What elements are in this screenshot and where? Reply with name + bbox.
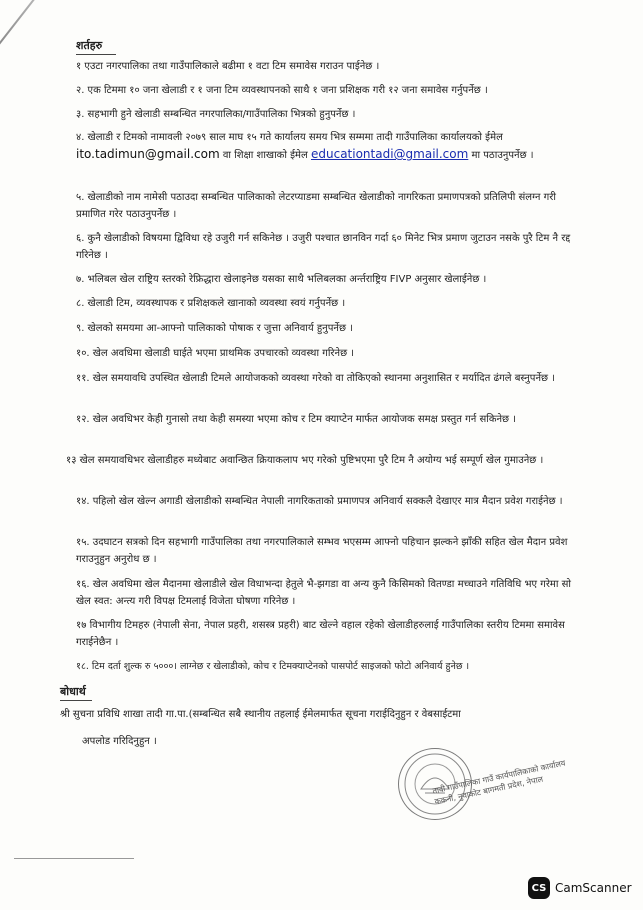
cc-note: श्री सुचना प्रविधि शाखा तादी गा.पा.(सम्बन्धित सबै स्थानीय तहलाई ईमेलमार्फत सूचना गराईदिनुहुन र वेबसाईटमा [60,709,461,720]
condition-item: १२. खेल अवधिभर केही गुनासो तथा केही समस्या भएमा कोच र टिम क्याप्टेन मार्फत आयोजक समक्ष प्रस्तुत गर्न सकिनेछ । [76,414,517,425]
education-email-link[interactable]: educationtadi@gmail.com [310,147,469,161]
cc-heading: बोधार्थ [60,685,86,698]
stamp-text: तादी गाउँपालिका गाउँ कार्यपालिकाको कार्यालय ककनी, नुवाकोट बागमती प्रदेश, नेपाल [431,758,567,807]
condition-item-email [76,129,586,164]
condition-item: ९. खेलको समयमा आ-आफ्नो पालिकाको पोषाक र जुत्ता अनिवार्य हुनुपर्नेछ । [76,323,353,334]
camscanner-label: CamScanner [555,881,632,895]
condition-item: १७ विभागीय टिमहरु (नेपाली सेना, नेपाल प्रहरी, शसस्त्र प्रहरी) बाट खेल्ने वहाल रहेको खेलाडीहरुलाई गाउँपालिका स्तरीय टिममा समावेस गराईनेछैन । [76,620,565,648]
cc-note-cont: अपलोड गरिदिनुहुन । [82,736,157,747]
condition-item: १८. टिम दर्ता शुल्क रु ५०००। लाग्नेछ र खेलाडीको, कोच र टिमक्याप्टेनको पासपोर्ट साइजको फोटो अनिवार्य हुनेछ । [76,661,470,672]
condition-item: १३ खेल समयावधिभर खेलाडीहरु मध्येबाट अवान्छित क्रियाकलाप भए गरेको पुष्टिभएमा पुरै टिम नै अयोग्य भई सम्पूर्ण खेल गुमाउनेछ । [66,455,544,466]
condition-item: ६. कुनै खेलाडीको विषयमा द्विविधा रहे उजुरी गर्न सकिनेछ । उजुरी पश्चात छानविन गर्दा ६० मिनेट भित्र प्रमाण जुटाउन नसके पुरै टिम नै रद्द गरिनेछ । [76,233,571,261]
item-text: वा शिक्षा शाखाको ईमेल [222,150,308,161]
item-text: मा पठाउनुपर्नेछ । [471,150,534,161]
condition-item: ५. खेलाडीको नाम नामेसी पठाउदा सम्बन्धित पालिकाको लेटरप्याडमा सम्बन्धित खेलाडीको नागरिकता प्रमाणपत्रको प्रतिलिपी संलग्न गरी प्रमाणित गरेर पठाउनुपर्नेछ । [76,192,556,220]
condition-item: ८. खेलाडी टिम, व्यवस्थापक र प्रशिक्षकले खानाको व्यवस्था स्वयं गर्नुपर्नेछ । [76,298,346,309]
bottom-rule [14,858,134,859]
condition-item: १ एउटा नगरपालिका तथा गाउँपालिकाले बढीमा १ वटा टिम समावेस गराउन पाईनेछ । [76,61,380,72]
condition-item: १४. पहिलो खेल खेल्न अगाडी खेलाडीको सम्बन्धित नेपाली नागरिकताको प्रमाणपत्र अनिवार्य सक्कलै देखाएर मात्र मैदान प्रवेश गराईनेछ । [76,496,563,507]
condition-item: १५. उदघाटन सत्रको दिन सहभागी गाउँपालिका तथा नगरपालिकाले सम्भव भएसम्म आफ्नो पहिचान झल्कने झाँकी सहित खेल मैदान प्रवेश गराउनुहुन अनुरोध छ । [76,537,568,565]
condition-item: ३. सहभागी हुने खेलाडी सम्बन्धित नगरपालिका/गाउँपालिका भित्रको हुनुपर्नेछ । [76,109,356,120]
heading-underline [76,54,116,55]
item-text: ४. खेलाडी र टिमको नामावली २०७९ साल माघ १५ गते कार्यालय समय भित्र सम्ममा तादी गाउँपालिका कार्यालयको ईमेल [76,132,503,143]
ito-email-link[interactable]: ito.tadimun@gmail.com [76,147,220,161]
condition-item: १६. खेल अवधिमा खेल मैदानमा खेलाडीले खेल विधाभन्दा हेतुले भै-झगडा वा अन्य कुनै किसिमको वितण्डा मच्चाउने गतिविधि भए गरेमा सो खेल स्वत: अन्त्य गरी विपक्ष टिमलाई विजेता घोषणा गरिनेछ । [76,579,572,607]
condition-item: ७. भलिबल खेल राष्ट्रिय स्तरको रेफ्रिद्धारा खेलाइनेछ यसका साथै भलिबलका अर्न्तराष्ट्रिय FIVP अनुसार खेलाईनेछ । [76,274,487,285]
cc-heading-underline [60,700,92,701]
conditions-heading: शर्तहरु [76,39,103,52]
camscanner-logo-icon: CS [528,877,550,899]
page-fold-mark [0,0,42,46]
condition-item: ११. खेल समयावधि उपस्थित खेलाडी टिमले आयोजकको व्यवस्था गरेको वा तोकिएको स्थानमा अनुशासित र मर्यादित ढंगले बस्नुपर्नेछ । [76,373,555,384]
condition-item: २. एक टिममा १० जना खेलाडी र १ जना टिम व्यवस्थापनको साथै १ जना प्रशिक्षक गरी १२ जना समावेस गर्नुपर्नेछ । [76,85,488,96]
condition-item: १०. खेल अवधिमा खेलाडी घाईते भएमा प्राथमिक उपचारको व्यवस्था गरिनेछ । [76,348,355,359]
